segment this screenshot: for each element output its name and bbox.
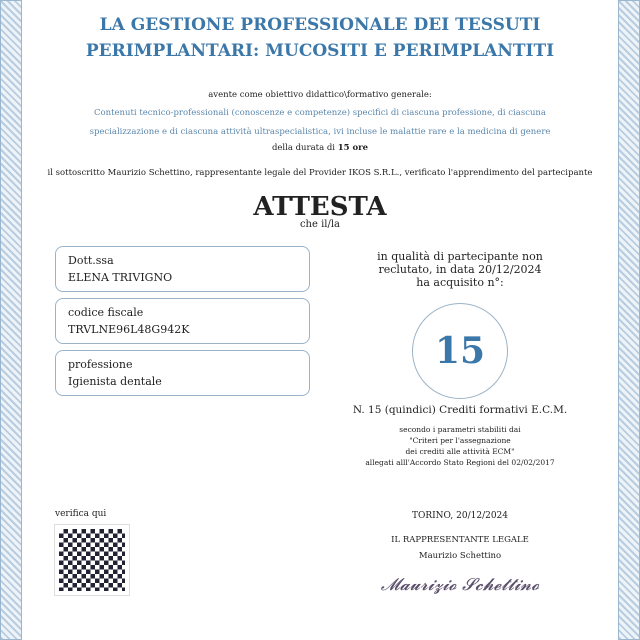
objective-line-2: specializzazione e di ciascuna attività ultraspecialistica, ivi incluse le malattie rare e la medicina di genere [89, 127, 551, 137]
profession-box [55, 350, 310, 396]
title-label: Dott.ssa [68, 254, 114, 267]
duration-value: 15 ore [337, 143, 369, 153]
profession: Igienista dentale [68, 375, 162, 388]
criteria-line-1: secondo i parametri stabiliti dai "Criteri per l'assegnazione [399, 425, 521, 445]
legal-rep-label: IL RAPPRESENTANTE LEGALE [391, 535, 529, 545]
profession-label: professione [68, 358, 133, 371]
qr-code[interactable] [55, 525, 129, 595]
decorative-border-right [618, 0, 640, 640]
duration [30, 143, 610, 153]
credits-circle: 15 [412, 303, 508, 399]
legal-rep-name: Maurizio Schettino [418, 551, 502, 561]
criteria-line-3: allegati alll'Accordo Stato Regioni del 02/02/2017 [365, 458, 555, 467]
acquired-text: in qualità di partecipante non reclutato, in data 20/12/2024 ha acquisito n°: [377, 250, 543, 289]
fiscal-code-box [55, 298, 310, 344]
participant-name: ELENA TRIVIGNO [68, 271, 173, 284]
duration-prefix: della durata di [271, 143, 336, 153]
objective-intro: avente come obiettivo didattico\formativo generale: [208, 90, 432, 100]
che-il-la: che il/la [299, 219, 341, 230]
fiscal-code-label: codice fiscale [68, 306, 144, 319]
participant-name-box [55, 246, 310, 292]
verify-label: verifica qui [55, 509, 107, 519]
decorative-border-left [0, 0, 22, 640]
declaration: il sottoscritto Maurizio Schettino, rappresentante legale del Provider IKOS S.R.L., verificato l'apprendimento del partecipante [47, 168, 593, 178]
criteria-line-2: dei crediti alle attività ECM" [405, 447, 515, 456]
criteria [340, 424, 580, 468]
fiscal-code: TRVLNE96L48G942K [68, 323, 190, 336]
place-date: TORINO, 20/12/2024 [411, 511, 509, 521]
credits-text: N. 15 (quindici) Crediti formativi E.C.M. [352, 404, 568, 416]
attesta-heading: ATTESTA [253, 192, 387, 222]
signature: 𝓜𝓪𝓾𝓻𝓲𝔃𝓲𝓸 𝓢𝓬𝓱𝓮𝓽𝓽𝓲𝓷𝓸 [380, 575, 540, 595]
course-title: LA GESTIONE PROFESSIONALE DEI TESSUTI PERIMPLANTARI: MUCOSITI E PERIMPLANTITI [85, 15, 555, 61]
objective-line-1: Contenuti tecnico-professionali (conoscenze e competenze) specifici di ciascuna professione, di ciascuna [94, 108, 546, 118]
